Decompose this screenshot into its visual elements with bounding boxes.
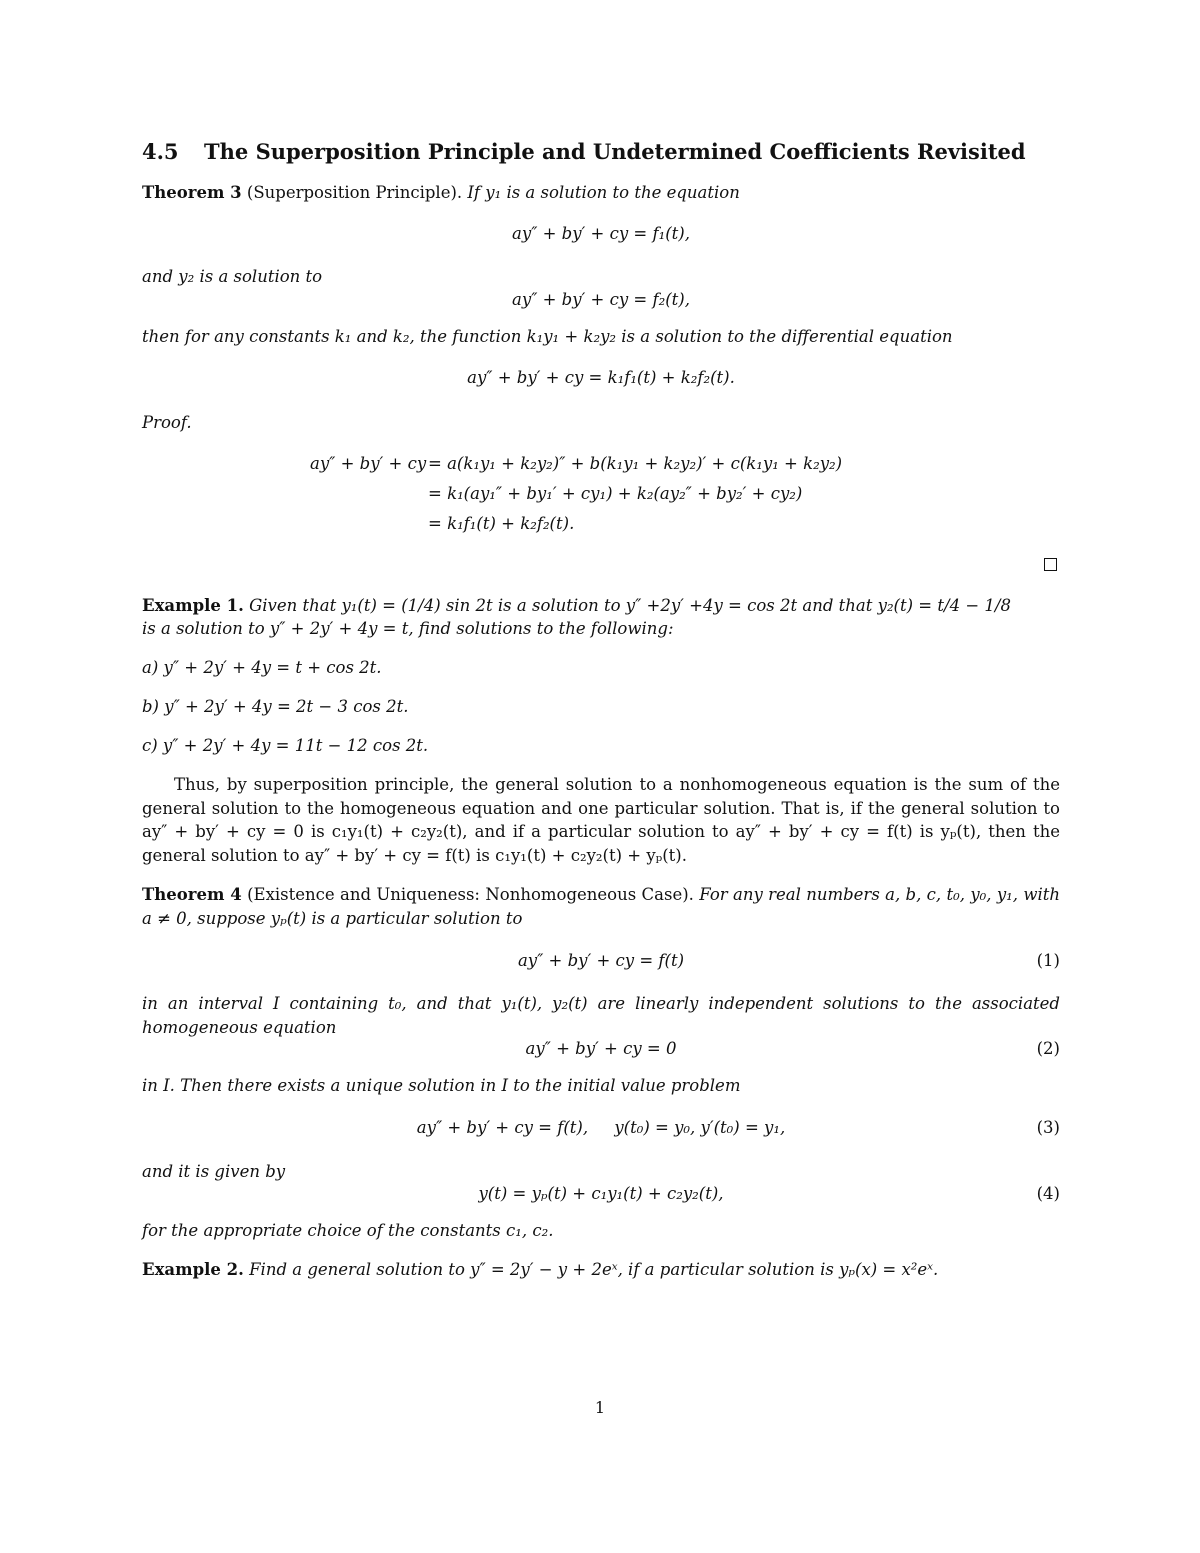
theorem-4-then-text: in I. Then there exists a unique solution in I to the initial value problem: [142, 1076, 741, 1095]
example-1-text-line-2: is a solution to y″ + 2y′ + 4y = t, find solutions to the following:: [142, 619, 674, 638]
theorem-4-given-text: and it is given by: [142, 1162, 286, 1181]
equation-number-1: (1): [1036, 951, 1060, 970]
theorem-4-choice-text: for the appropriate choice of the constants c₁, c₂.: [142, 1221, 554, 1240]
example-1-part-a: a) y″ + 2y′ + 4y = t + cos 2t.: [142, 658, 382, 677]
theorem-3-label: Theorem 3: [142, 183, 242, 202]
example-1-part-b: b) y″ + 2y′ + 4y = 2t − 3 cos 2t.: [142, 697, 409, 716]
section-title: The Superposition Principle and Undetermined Coefficients Revisited: [204, 139, 1026, 164]
proof-line-3: = k₁f₁(t) + k₂f₂(t).: [428, 514, 575, 533]
example-1-part-c: c) y″ + 2y′ + 4y = 11t − 12 cos 2t.: [142, 736, 429, 755]
theorem-4-label: Theorem 4: [142, 885, 242, 904]
theorem-4-equation-3: ay″ + by′ + cy = f(t), y(t₀) = y₀, y′(t₀) = y₁,: [416, 1118, 786, 1137]
theorem-3-name: (Superposition Principle).: [246, 183, 463, 202]
theorem-4-equation-2-row: [142, 1039, 1060, 1058]
theorem-4-equation-3-row: [142, 1118, 1060, 1137]
theorem-3-and-text: and y₂ is a solution to: [142, 267, 323, 286]
equation-number-3: (3): [1036, 1118, 1060, 1137]
equation-number-2: (2): [1036, 1039, 1060, 1058]
theorem-4-interval-text: in an interval I containing t₀, and that y₁(t), y₂(t) are linearly independent solutions to the associated homogeneous equation: [142, 994, 1060, 1037]
theorem-3-equation-3: ay″ + by′ + cy = k₁f₁(t) + k₂f₂(t).: [467, 368, 735, 387]
theorem-4-statement: [142, 883, 1060, 930]
theorem-3-equation-2: ay″ + by′ + cy = f₂(t),: [512, 290, 690, 309]
proof-line-2: = k₁(ay₁″ + by₁′ + cy₁) + k₂(ay₂″ + by₂′ + cy₂): [428, 484, 803, 503]
section-number: 4.5: [142, 139, 179, 164]
theorem-4-equation-1: ay″ + by′ + cy = f(t): [517, 951, 685, 970]
proof-label: Proof.: [142, 413, 192, 432]
example-1-label: Example 1.: [142, 596, 244, 615]
theorem-3-intro: If y₁ is a solution to the equation: [467, 183, 740, 202]
qed-box-icon: [1044, 558, 1057, 571]
example-2-statement: [142, 1258, 1060, 1282]
proof-line-1: = a(k₁y₁ + k₂y₂)″ + b(k₁y₁ + k₂y₂)′ + c(k₁y₁ + k₂y₂): [428, 454, 843, 473]
theorem-3-equation-1: ay″ + by′ + cy = f₁(t),: [512, 224, 690, 243]
example-1-text-line-1: Given that y₁(t) = (1/4) sin 2t is a solution to y″ +2y′ +4y = cos 2t and that y₂(t) = t/4 − 1/8: [249, 596, 1011, 615]
page-number: 1: [594, 1398, 606, 1417]
theorem-4-equation-2: ay″ + by′ + cy = 0: [525, 1039, 677, 1058]
theorem-4-equation-4: y(t) = yₚ(t) + c₁y₁(t) + c₂y₂(t),: [478, 1184, 724, 1203]
theorem-4-equation-1-row: [142, 951, 1060, 970]
theorem-4-name: (Existence and Uniqueness: Nonhomogeneous Case).: [247, 885, 694, 904]
theorem-4-intro: For any real numbers a, b, c, t₀, y₀, y₁, with a ≠ 0, suppose yₚ(t) is a particular solution to: [142, 885, 1061, 928]
example-1-line-1: [142, 594, 1060, 618]
superposition-paragraph: Thus, by superposition principle, the general solution to a nonhomogeneous equation is the sum of the general solution to the homogeneous equation and one particular solution. That is, if the general solution to ay″ + by′ + cy = 0 is c₁y₁(t) + c₂y₂(t), and if a particular solution to ay″ + by′ + cy = f(t) is yₚ(t), then the general solution to ay″ + by′ + cy = f(t) is c₁y₁(t) + c₂y₂(t) + yₚ(t).: [142, 775, 1060, 865]
section-heading: [142, 140, 1060, 164]
equation-number-4: (4): [1036, 1184, 1060, 1203]
example-2-text: Find a general solution to y″ = 2y′ − y + 2eˣ, if a particular solution is yₚ(x) = x²eˣ.: [249, 1260, 939, 1279]
proof-lhs: ay″ + by′ + cy: [310, 454, 427, 473]
example-2-label: Example 2.: [142, 1260, 244, 1279]
theorem-3-then-text: then for any constants k₁ and k₂, the function k₁y₁ + k₂y₂ is a solution to the differential equation: [142, 327, 953, 346]
theorem-4-equation-4-row: [142, 1184, 1060, 1203]
theorem-3-statement: [142, 181, 1060, 205]
